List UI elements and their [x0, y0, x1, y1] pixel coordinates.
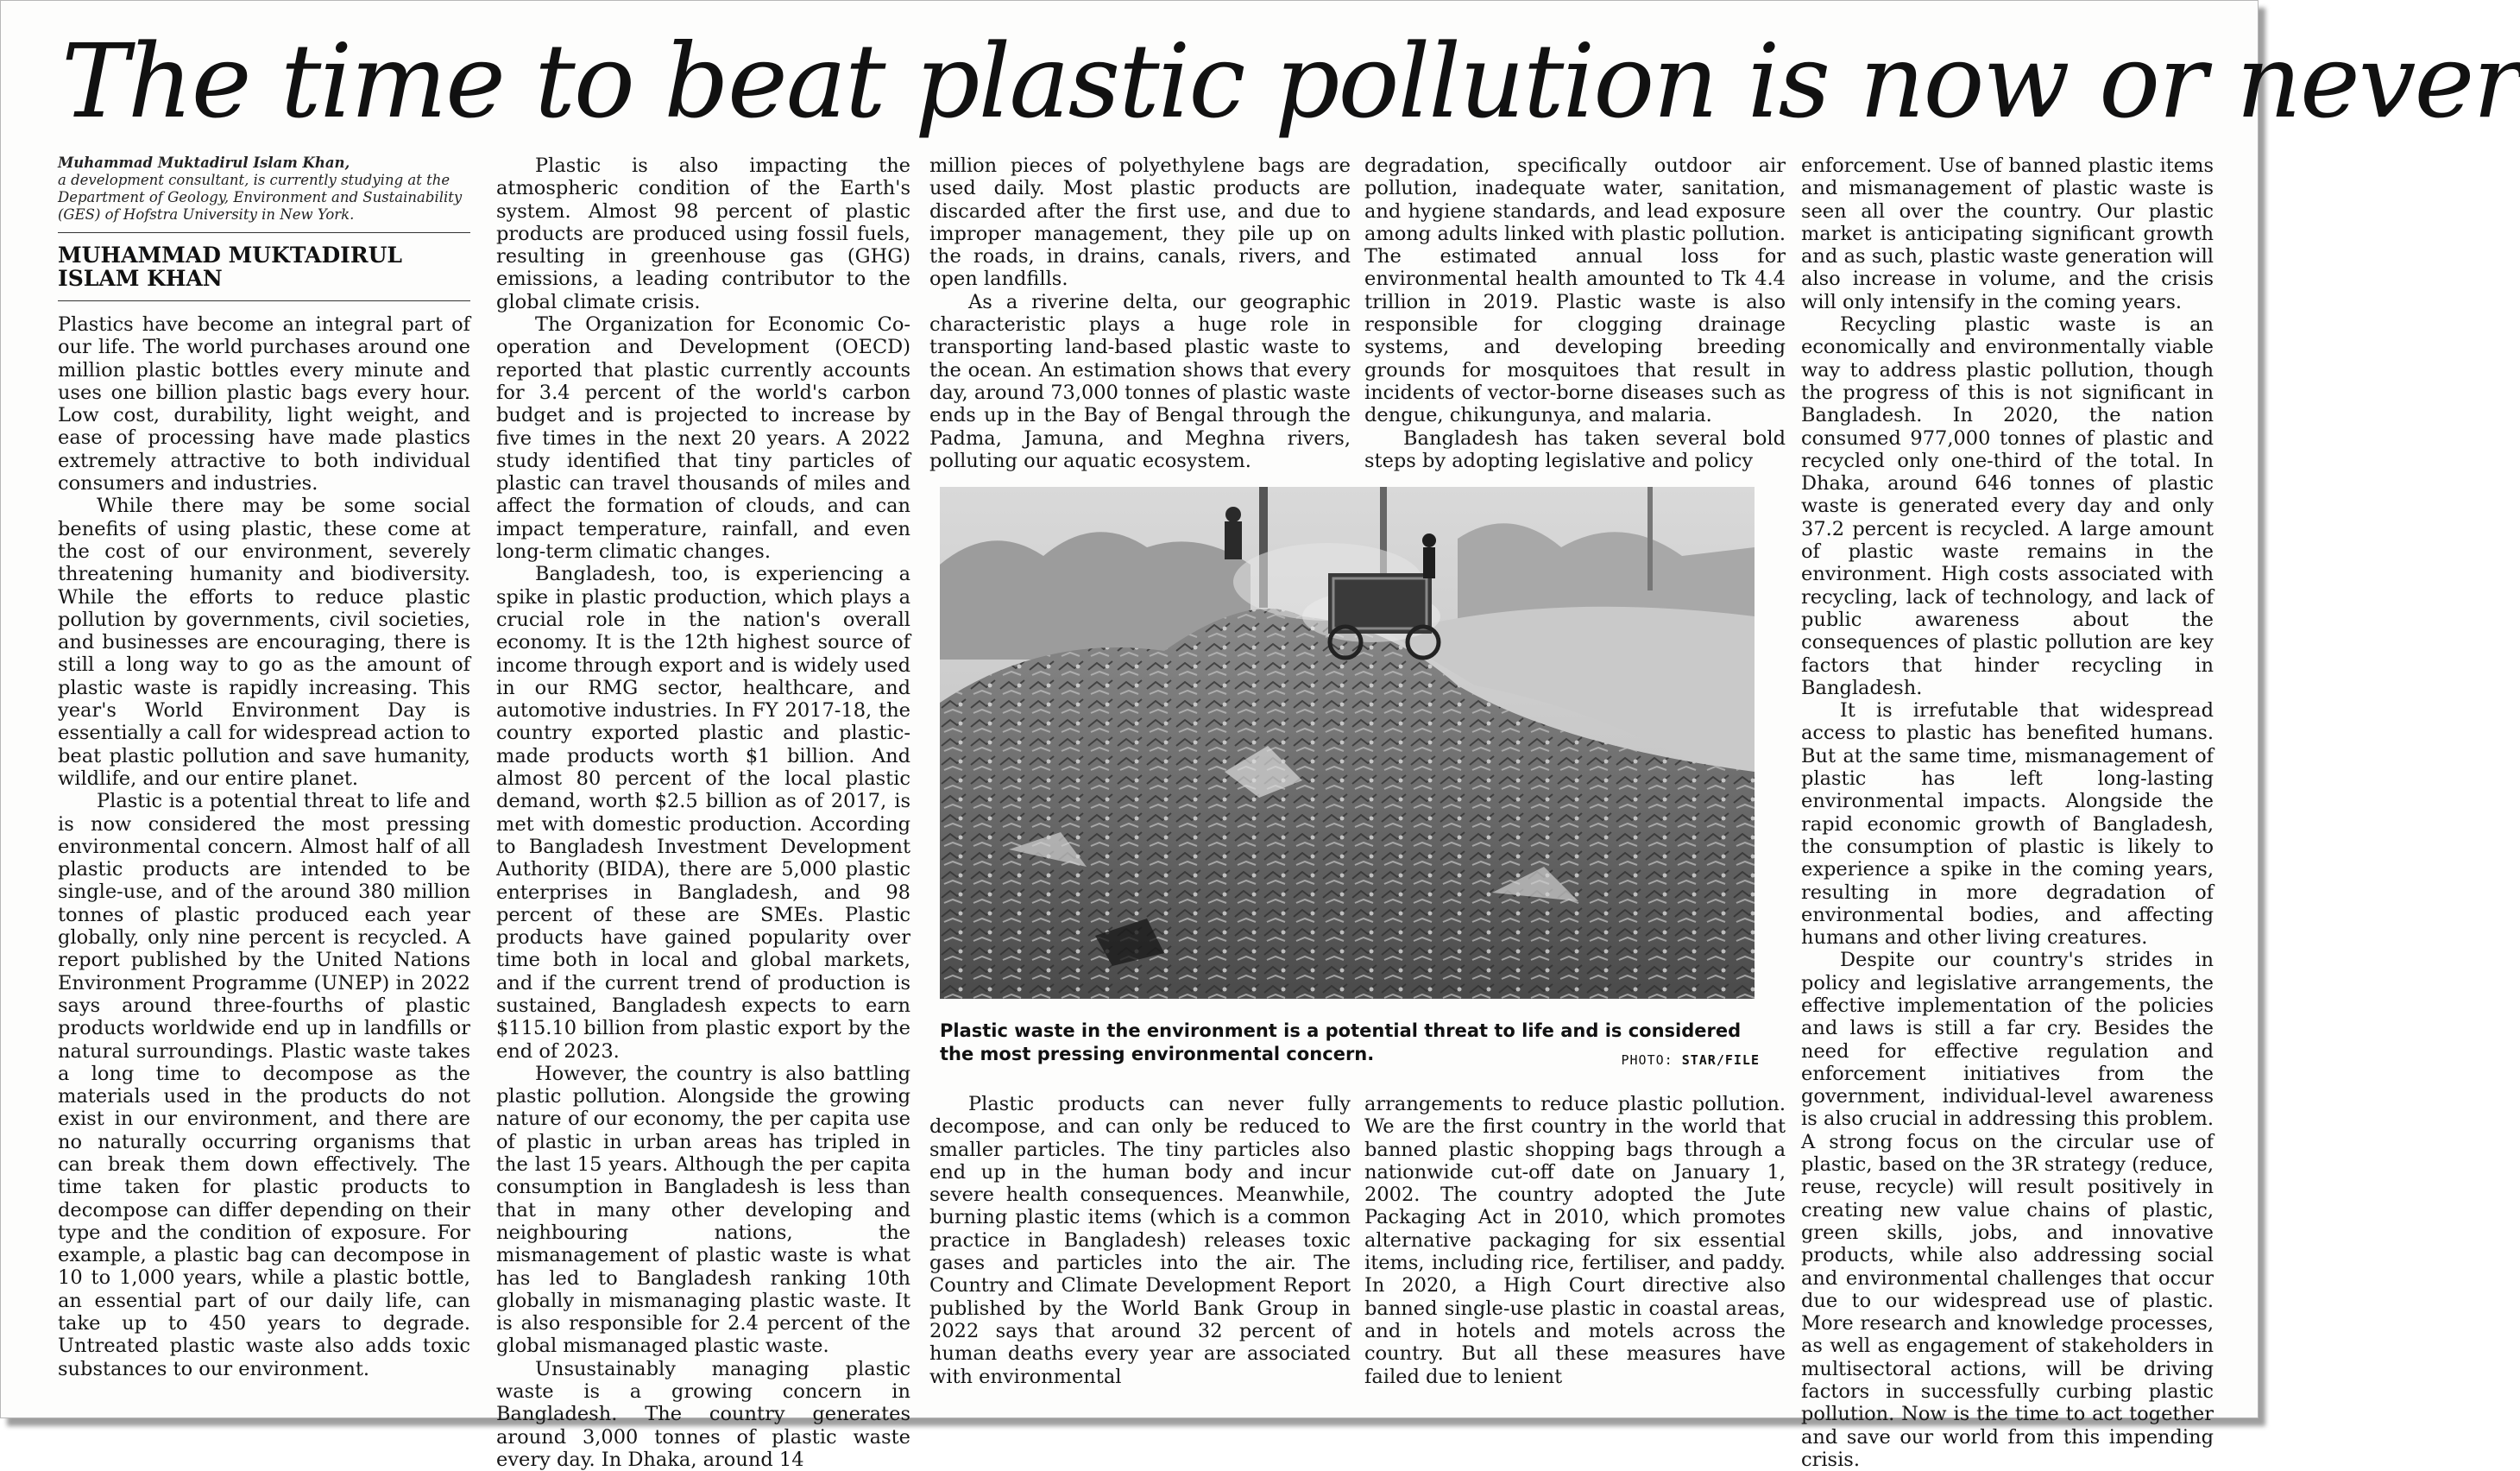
- paragraph: Plastic is also impacting the atmospheric condition of the Earth's system. Almost 98 percent of plastic products are produced using fossil fuels, resulting in greenhouse gas (GHG) emissions, a leading contributor to the global climate crisis.: [496, 155, 910, 313]
- paragraph: As a riverine delta, our geographic characteristic plays a huge role in transporting land-based plastic waste to the ocean. An estimation shows that every day, around 73,000 tonnes of plastic waste ends up in the Bay of Bengal through the Padma, Jamuna, and Meghna rivers, polluting our aquatic ecosystem.: [929, 290, 1351, 472]
- headline: The time to beat plastic pollution is now or never: [61, 22, 2520, 141]
- paragraph: It is irrefutable that widespread access to plastic has benefited humans. But at the same time, mismanagement of plastic has left long-lasting environmental impacts. Alongside the rapid economic growth of Bangladesh, the consumption of plastic is likely to experience a spike in the coming years, resulting in more degradation of environmental bodies, and affecting humans and other living creatures.: [1801, 699, 2214, 950]
- column-2: [496, 155, 910, 1471]
- paragraph: However, the country is also battling plastic pollution. Alongside the growing nature of our economy, the per capita use of plastic in urban areas has tripled in the last 15 years. Although the per capita consumption in Bangladesh is less than that in many other developing and neighbouring nations, the mismanagement of plastic waste is what has led to Bangladesh ranking 10th globally in mismanaging plastic waste. It is also responsible for 2.4 percent of the global mismanaged plastic waste.: [496, 1062, 910, 1358]
- divider: [58, 300, 470, 301]
- paragraph: arrangements to reduce plastic pollution. We are the first country in the world that banned plastic shopping bags through a nationwide cut-off date on January 1, 2002. The country adopted the Jute Packaging Act in 2010, which promotes alternative packaging for six essential items, including rice, fertiliser, and paddy. In 2020, a High Court directive also banned single-use plastic in coastal areas, and in hotels and motels across the country. But all these measures have failed due to lenient: [1364, 1093, 1786, 1388]
- photo-credit-source: STAR/FILE: [1681, 1052, 1760, 1068]
- photo-credit-prefix: PHOTO:: [1621, 1052, 1682, 1068]
- photo-caption: Plastic waste in the environment is a potential threat to life and is considered the most pressing environmental concern.: [940, 1020, 1742, 1064]
- paragraph: Bangladesh has taken several bold steps by adopting legislative and policy: [1364, 426, 1786, 472]
- author-bio-text: a development consultant, is currently studying at the Department of Geology, Environment and Sustainability (GES) of Hofstra University in New York.: [58, 172, 463, 223]
- column-5: [1801, 155, 2214, 1471]
- divider: [58, 232, 470, 233]
- paragraph: The Organization for Economic Co-operation and Development (OECD) reported that plastic currently accounts for 3.4 percent of the world's carbon budget and is projected to increase by five times in the next 20 years. A 2022 study identified that tiny particles of plastic can travel thousands of miles and affect the formation of clouds, and can impact temperature, rainfall, and even long-term climatic changes.: [496, 313, 910, 564]
- column-3-top: [929, 155, 1351, 472]
- paragraph: Recycling plastic waste is an economically and environmentally viable way to address plastic pollution, though the progress of this is not significant in Bangladesh. In 2020, the nation consumed 977,000 tonnes of plastic and recycled only one-third of the total. In Dhaka, around 646 tonnes of plastic waste is generated every day and only 37.2 percent is recycled. A large amount of plastic waste remains in the environment. High costs associated with recycling, lack of technology, and lack of public awareness about the consequences of plastic pollution are key factors that hinder recycling in Bangladesh.: [1801, 313, 2214, 699]
- paragraph: Plastic products can never fully decompose, and can only be reduced to smaller particles. The tiny particles also end up in the human body and incur severe health consequences. Meanwhile, burning plastic items (which is a common practice in Bangladesh) releases toxic gases and particles into the air. The Country and Climate Development Report published by the World Bank Group in 2022 says that around 32 percent of human deaths every year are associated with environmental: [929, 1093, 1351, 1388]
- author-bio-name: Muhammad Muktadirul Islam Khan,: [58, 155, 350, 171]
- column-3-bottom: [929, 1093, 1351, 1388]
- paragraph: degradation, specifically outdoor air pollution, inadequate water, sanitation, and hygiene standards, and lead exposure among adults linked with plastic pollution. The estimated annual loss for environmental health amounted to Tk 4.4 trillion in 2019. Plastic waste is also responsible for clogging drainage systems, and developing breeding grounds for mosquitoes that result in incidents of vector-borne diseases such as dengue, chikungunya, and malaria.: [1364, 155, 1786, 427]
- paragraph: While there may be some social benefits of using plastic, these come at the cost of our environment, severely threatening humanity and biodiversity. While the efforts to reduce plastic pollution by governments, civil societies, and businesses are encouraging, there is still a long way to go as the amount of plastic waste is rapidly increasing. This year's World Environment Day is essentially a call for widespread action to beat plastic pollution and save humanity, wildlife, and our entire planet.: [58, 495, 470, 790]
- paragraph: Bangladesh, too, is experiencing a spike in plastic production, which plays a crucial role in the nation's overall economy. It is the 12th highest source of income through export and is widely used in our RMG sector, healthcare, and automotive industries. In FY 2017-18, the country exported plastic and plastic-made products worth $1 billion. And almost 80 percent of the local plastic demand, worth $2.5 billion as of 2017, is met with domestic production. According to Bangladesh Investment Development Authority (BIDA), there are 5,000 plastic enterprises in Bangladesh, and 98 percent of these are SMEs. Plastic products have gained popularity over time both in local and global markets, and if the current trend of production is sustained, Bangladesh expects to earn $115.10 billion from plastic export by the end of 2023.: [496, 563, 910, 1063]
- plastic-waste-photo: [940, 487, 1755, 999]
- paragraph: Unsustainably managing plastic waste is a growing concern in Bangladesh. The country generates around 3,000 tonnes of plastic waste every day. In Dhaka, around 14: [496, 1357, 910, 1471]
- paragraph: Plastic is a potential threat to life and is now considered the most pressing environmental concern. Almost half of all plastic products are intended to be single-use, and of the around 380 million tonnes of plastic produced each year globally, only nine percent is recycled. A report published by the United Nations Environment Programme (UNEP) in 2022 says around three-fourths of plastic products worldwide end up in landfills or natural surroundings. Plastic waste takes a long time to decompose as the materials used in the products do not exist in our environment, and there are no naturally occurring organisms that can break them down effectively. The time taken for plastic products to decompose can differ depending on their type and the condition of exposure. For example, a plastic bag can decompose in 10 to 1,000 years, while a plastic bottle, an essential part of our daily life, can take up to 450 years to degrade. Untreated plastic waste also adds toxic substances to our environment.: [58, 790, 470, 1380]
- column-1: [58, 155, 470, 1382]
- column-4-top: [1364, 155, 1786, 476]
- paragraph: Despite our country's strides in policy and legislative arrangements, the effective implementation of the policies and laws is still a far cry. Besides the need for effective regulation and enforcement initiatives from the government, individual-level awareness is also crucial in addressing this problem. A strong focus on the circular use of plastic, based on the 3R strategy (reduce, reuse, recycle) will result positively in creating new value chains of plastic, green skills, jobs, and innovative products, while also addressing social and environmental challenges that occur due to our widespread use of plastic. More research and knowledge processes, as well as engagement of stakeholders in multisectoral actions, will be driving factors in successfully curbing plastic pollution. Now is the time to act together and save our world from this impending crisis.: [1801, 949, 2214, 1471]
- news-photo: [940, 487, 1755, 999]
- byline: MUHAMMAD MUKTADIRUL ISLAM KHAN: [58, 243, 402, 291]
- photo-credit: [1599, 1052, 1760, 1068]
- author-bio: [58, 155, 470, 224]
- column-4-bottom: [1364, 1093, 1786, 1388]
- paragraph: enforcement. Use of banned plastic items and mismanagement of plastic waste is seen all over the country. Our plastic market is anticipating significant growth and as such, plastic waste generation will also increase in volume, and the crisis will only intensify in the coming years.: [1801, 155, 2214, 313]
- paragraph: million pieces of polyethylene bags are used daily. Most plastic products are discarded after the first use, and due to improper management, they pile up on the roads, in drains, canals, rivers, and open landfills.: [929, 155, 1351, 291]
- paragraph: Plastics have become an integral part of our life. The world purchases around one million plastic bottles every minute and uses one billion plastic bags every hour. Low cost, durability, light weight, and ease of processing have made plastics extremely attractive to both individual consumers and industries.: [58, 313, 470, 496]
